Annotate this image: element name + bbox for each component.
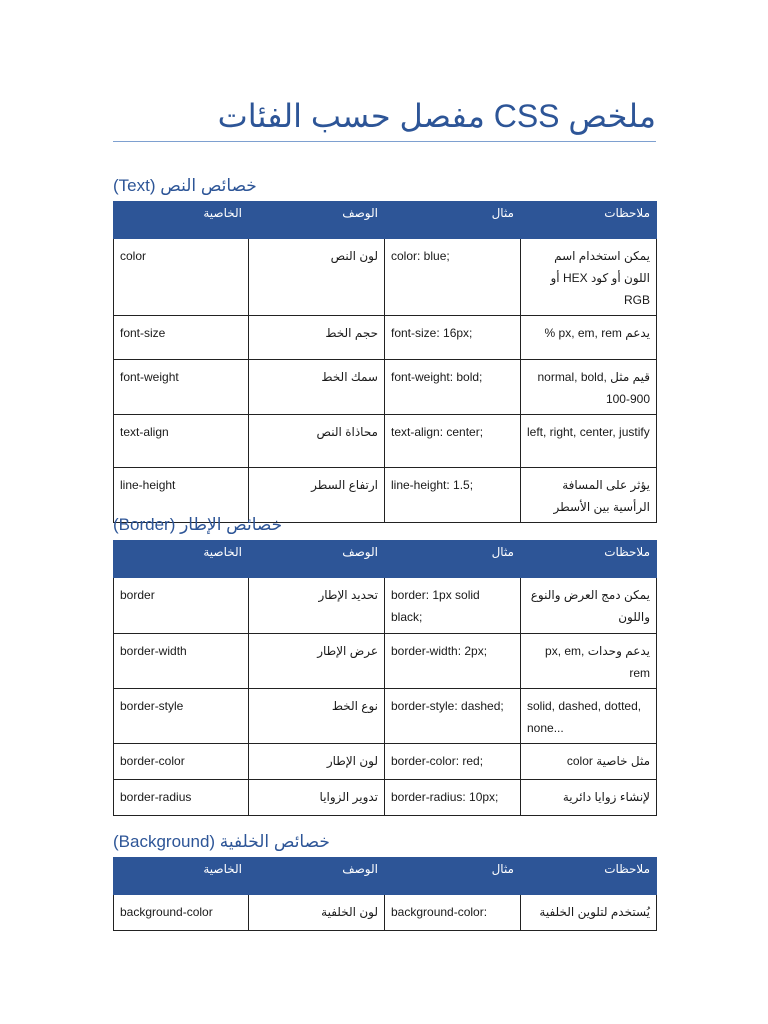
cell-example: font-size: 16px; <box>385 316 521 360</box>
table-row <box>114 360 657 415</box>
cell-example: text-align: center; <box>385 415 521 468</box>
cell-example: border-radius: 10px; <box>385 780 521 816</box>
cell-example: border: 1px solid black; <box>385 578 521 634</box>
table-row <box>114 895 657 931</box>
column-header-notes: ملاحظات <box>521 541 657 578</box>
table-header-row <box>114 202 657 239</box>
column-header-description: الوصف <box>249 541 385 578</box>
cell-property: border-style <box>114 689 249 744</box>
section-heading-border: خصائص الإطار (Border) <box>113 515 283 534</box>
border-properties-table <box>113 540 657 816</box>
table-header-row <box>114 858 657 895</box>
cell-property: border-width <box>114 634 249 689</box>
cell-description: عرض الإطار <box>249 634 385 689</box>
cell-property: font-weight <box>114 360 249 415</box>
cell-property: text-align <box>114 415 249 468</box>
cell-example: line-height: 1.5; <box>385 468 521 523</box>
cell-property: font-size <box>114 316 249 360</box>
cell-notes: يمكن استخدام اسم اللون أو كود HEX أو RGB <box>521 239 657 316</box>
cell-property: border-radius <box>114 780 249 816</box>
column-header-notes: ملاحظات <box>521 202 657 239</box>
cell-property: background-color <box>114 895 249 931</box>
cell-description: لون الإطار <box>249 744 385 780</box>
cell-example: font-weight: bold; <box>385 360 521 415</box>
cell-property: color <box>114 239 249 316</box>
cell-notes: قيم مثل normal, bold, 100-900 <box>521 360 657 415</box>
cell-notes: يُستخدم لتلوين الخلفية <box>521 895 657 931</box>
column-header-notes: ملاحظات <box>521 858 657 895</box>
cell-example: border-style: dashed; <box>385 689 521 744</box>
column-header-property: الخاصية <box>114 541 249 578</box>
cell-description: نوع الخط <box>249 689 385 744</box>
cell-example: background-color: <box>385 895 521 931</box>
cell-notes: solid, dashed, dotted, none... <box>521 689 657 744</box>
cell-property: line-height <box>114 468 249 523</box>
page-title: ملخص CSS مفصل حسب الفئات <box>217 98 656 134</box>
text-properties-table <box>113 201 657 523</box>
cell-example: border-width: 2px; <box>385 634 521 689</box>
column-header-example: مثال <box>385 541 521 578</box>
cell-description: لون النص <box>249 239 385 316</box>
cell-notes: يدعم px, em, rem % <box>521 316 657 360</box>
column-header-description: الوصف <box>249 202 385 239</box>
cell-example: color: blue; <box>385 239 521 316</box>
cell-notes: مثل خاصية color <box>521 744 657 780</box>
cell-example: border-color: red; <box>385 744 521 780</box>
cell-description: تحديد الإطار <box>249 578 385 634</box>
column-header-property: الخاصية <box>114 858 249 895</box>
table-row <box>114 578 657 634</box>
table-row <box>114 689 657 744</box>
cell-notes: يمكن دمج العرض والنوع واللون <box>521 578 657 634</box>
table-header-row <box>114 541 657 578</box>
section-heading-background: خصائص الخلفية (Background) <box>113 832 330 851</box>
cell-description: تدوير الزوايا <box>249 780 385 816</box>
table-row <box>114 744 657 780</box>
section-heading-text: خصائص النص (Text) <box>113 176 257 195</box>
title-underline <box>113 141 656 142</box>
cell-description: حجم الخط <box>249 316 385 360</box>
cell-property: border <box>114 578 249 634</box>
cell-notes: لإنشاء زوايا دائرية <box>521 780 657 816</box>
cell-notes: يدعم وحدات px, em, rem <box>521 634 657 689</box>
background-properties-table <box>113 857 657 931</box>
table-row <box>114 415 657 468</box>
cell-description: لون الخلفية <box>249 895 385 931</box>
cell-notes: left, right, center, justify <box>521 415 657 468</box>
table-row <box>114 780 657 816</box>
table-row <box>114 316 657 360</box>
column-header-example: مثال <box>385 858 521 895</box>
table-row <box>114 239 657 316</box>
cell-description: محاذاة النص <box>249 415 385 468</box>
cell-property: border-color <box>114 744 249 780</box>
column-header-example: مثال <box>385 202 521 239</box>
cell-description: سمك الخط <box>249 360 385 415</box>
column-header-description: الوصف <box>249 858 385 895</box>
cell-description: ارتفاع السطر <box>249 468 385 523</box>
column-header-property: الخاصية <box>114 202 249 239</box>
table-row <box>114 634 657 689</box>
cell-notes: يؤثر على المسافة الرأسية بين الأسطر <box>521 468 657 523</box>
